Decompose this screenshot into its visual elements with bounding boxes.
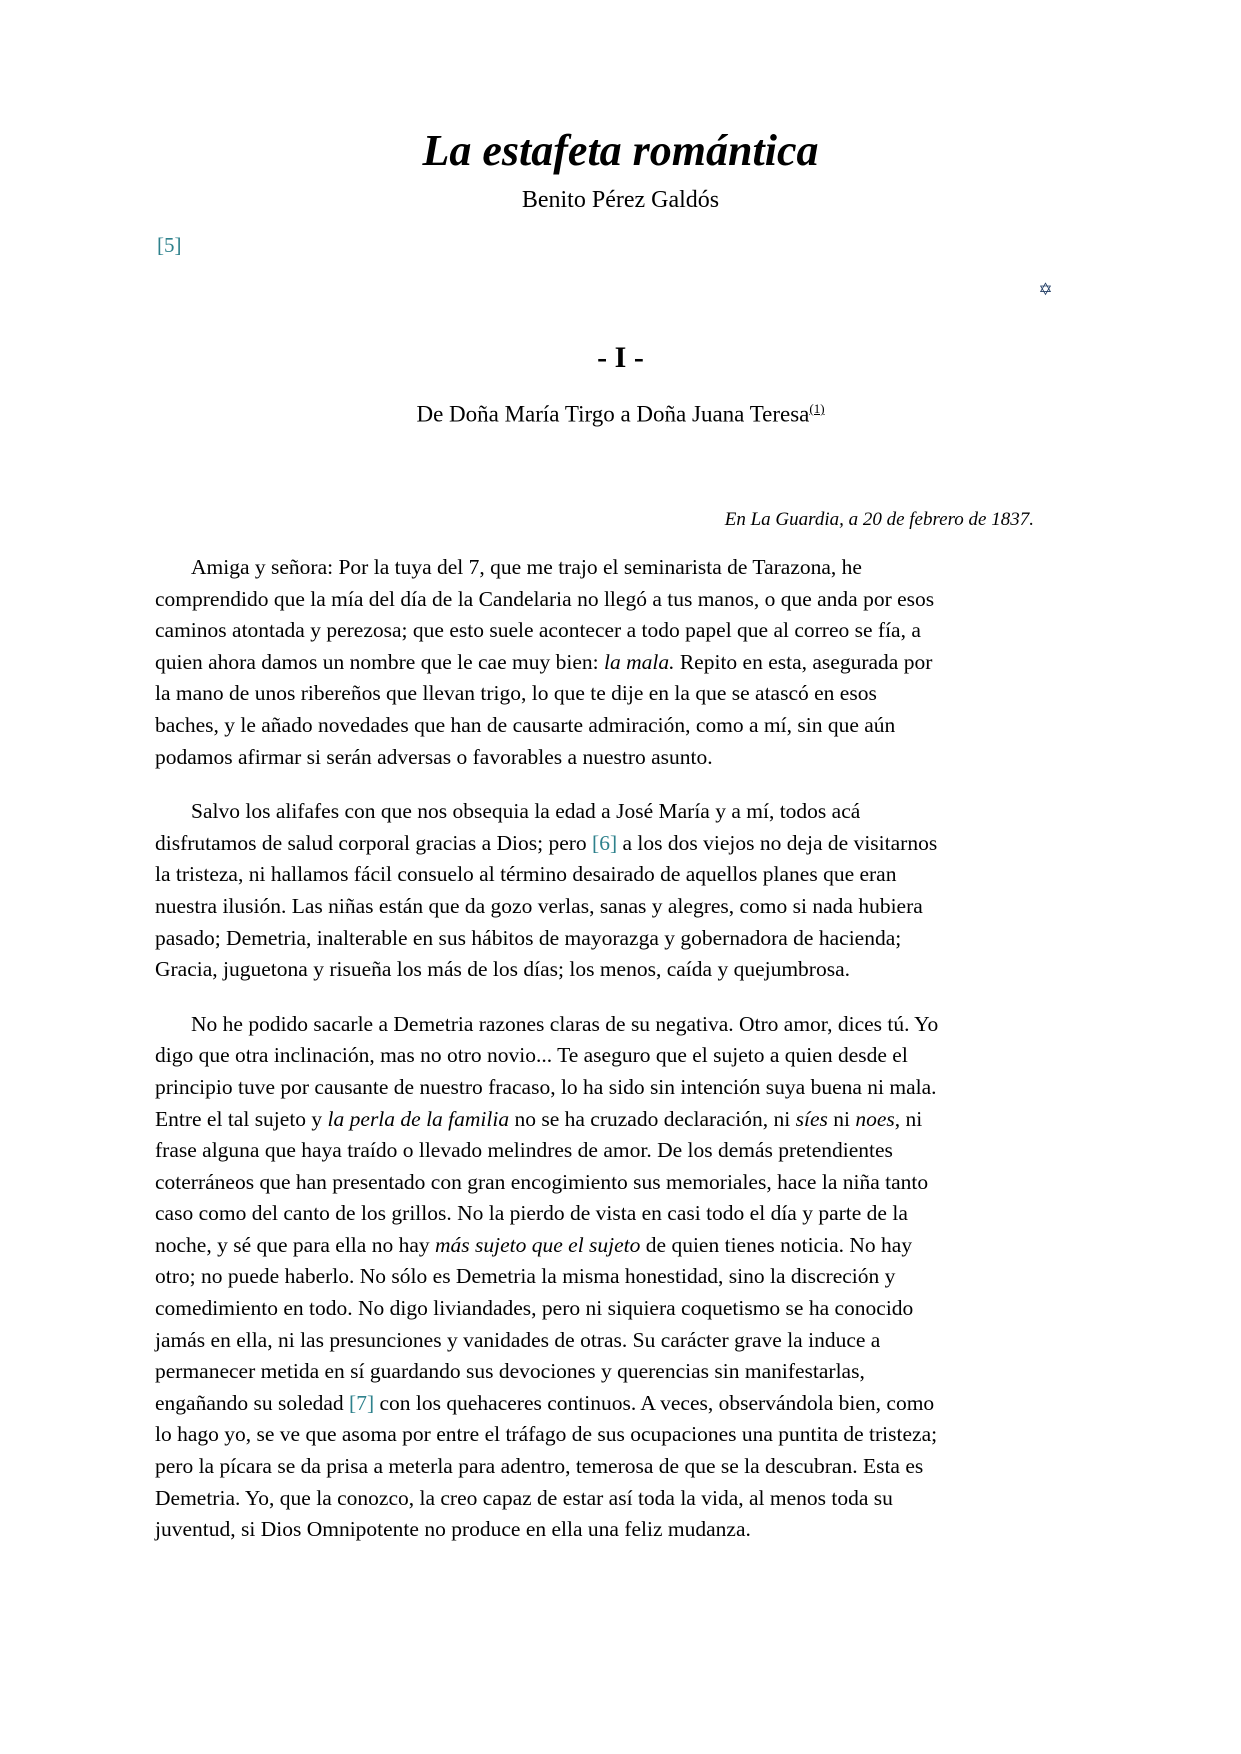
- paragraph: [155, 796, 945, 986]
- dateline: En La Guardia, a 20 de febrero de 1837.: [724, 509, 1034, 530]
- paragraph: [155, 552, 945, 773]
- emphasis-text: noes: [855, 1106, 895, 1131]
- page-marker-6[interactable]: [6]: [592, 830, 618, 855]
- star-of-david-icon: ✡: [1038, 280, 1053, 299]
- text-run: Repito en esta, asegurada por la mano de unos ribereños que llevan trigo, lo que te dije en la que se atascó en esos baches, y le añado novedades que han de causarte admiración, como a mí, sin que aún podamos afirmar si serán adversas o favorables a nuestro asunto.: [155, 649, 933, 769]
- ornament-row: [0, 281, 1241, 300]
- text-run: Salvo los alifafes con que nos obsequia la edad a José María y a mí, todos acá disfrutamos de salud corporal gracias a Dios; pero: [155, 799, 861, 855]
- page-title: La estafeta romántica: [422, 126, 819, 175]
- section-subtitle-text: De Doña María Tirgo a Doña Juana Teresa: [416, 401, 810, 427]
- document-author: Benito Pérez Galdós: [521, 187, 720, 214]
- paragraph: [155, 1009, 945, 1546]
- emphasis-text: la mala.: [603, 649, 675, 674]
- title-block: [0, 0, 1241, 215]
- page-marker-5[interactable]: [5]: [157, 233, 182, 257]
- section-subtitle: [0, 401, 1241, 428]
- text-run: , ni frase alguna que haya traído o llevado melindres de amor. De los demás pretendientes coterráneos que han presentado con gran encogimiento sus memoriales, hace la niña tanto caso como del canto de los grillos. No la pierdo de vista en casi todo el día y parte de la noche, y sé que para ella no hay: [155, 1106, 929, 1257]
- section-number: - I -: [597, 341, 644, 374]
- body-text: [155, 552, 945, 1546]
- text-run: de quien tienes noticia. No hay otro; no puede haberlo. No sólo es Demetria la misma honestidad, sino la discreción y comedimiento en todo. No digo liviandades, pero ni siquiera coquetismo se ha conocido jamás en ella, ni las presunciones y vanidades de otras. Su carácter grave la induce a permanecer metida en sí guardando sus devociones y querencias sin manifestarlas, engañando su soledad: [155, 1232, 914, 1415]
- text-run: a los dos viejos no deja de visitarnos la tristeza, ni hallamos fácil consuelo al término desairado de aquellos planes que eran nuestra ilusión. Las niñas están que da gozo verlas, sanas y alegres, como si nada hubiera pasado; Demetria, inalterable en sus hábitos de mayorazga y gobernadora de hacienda; Gracia, juguetona y risueña los más de los días; los menos, caída y quejumbrosa.: [155, 830, 938, 982]
- page-marker-7[interactable]: [7]: [349, 1390, 375, 1415]
- text-run: ni: [827, 1106, 856, 1131]
- emphasis-text: la perla de la familia: [327, 1106, 510, 1131]
- text-run: Amiga y señora: Por la tuya del 7, que me trajo el seminarista de Tarazona, he comprendido que la mía del día de la Candelaria no llegó a tus manos, o que anda por esos caminos atontada y perezosa; que esto suele acontecer a todo papel que al correo se fía, a quien ahora damos un nombre que le cae muy bien:: [155, 555, 935, 674]
- emphasis-text: síes: [795, 1106, 828, 1131]
- text-run: no se ha cruzado declaración, ni: [509, 1106, 796, 1131]
- emphasis-text: más sujeto que el sujeto: [434, 1232, 641, 1257]
- text-run: No he podido sacarle a Demetria razones claras de su negativa. Otro amor, dices tú. Yo digo que otra inclinación, mas no otro novio... Te aseguro que el sujeto a quien desde el principio tuve por causante de nuestro fracaso, lo ha sido sin intención suya buena ni mala. Entre el tal sujeto y: [155, 1011, 939, 1131]
- footnote-reference-1[interactable]: (1): [809, 401, 825, 416]
- text-run: con los quehaceres continuos. A veces, observándola bien, como lo hago yo, se ve que asoma por entre el tráfago de sus ocupaciones una puntita de tristeza; pero la pícara se da prisa a meterla para adentro, temerosa de que se la descubran. Esta es Demetria. Yo, que la conozco, la creo capaz de estar así toda la vida, al menos toda su juventud, si Dios Omnipotente no produce en ella una feliz mudanza.: [155, 1390, 938, 1542]
